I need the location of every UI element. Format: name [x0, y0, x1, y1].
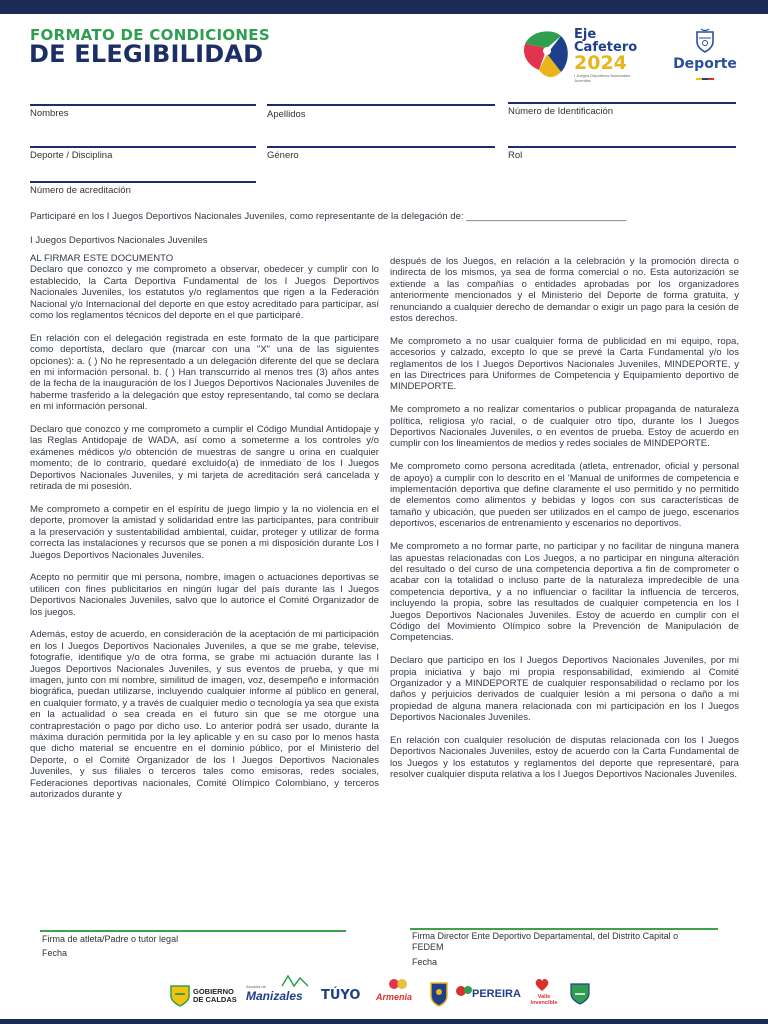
footer-logos: [168, 974, 598, 1016]
top-bar: [0, 0, 768, 14]
pereira-logo: [456, 974, 520, 1016]
tuyo-logo: [321, 974, 369, 1016]
manizales-logo-small: Alcaldía de: [246, 984, 266, 989]
delegation-statement: Participaré en los I Juegos Deportivos Nacionales Juveniles, como representante de la delegación de: ______________________________: [30, 211, 627, 222]
field-label: Apellidos: [267, 109, 306, 120]
left-paragraph: Acepto no permitir que mi persona, nombre, imagen o actuaciones deportivas se utilicen con fines publicitarios en ningún lugar del país durante las I Juegos Deportivos Nacionales Juveniles, salvo que lo autorice el Comité Organizador de los juegos.: [30, 572, 379, 618]
eje-cafetero-emblem-icon: [517, 26, 573, 82]
right-paragraph: Me comprometo a no formar parte, no participar y no facilitar de ninguna manera las apuestas relacionadas con Los Juegos, a no participar en ninguna alteración del resultado o del curso de una competencia deportiva a fin de comprometer o acabar con la totalidad o incluso parte de la naturaleza impredecible de una competencia deportiva, y a no influenciar o facilitar la influencia de terceros, incluyendo la propia, sobre las resultados de cualquier competencia en los I Juegos Deportivos Nacionales Juveniles. Estoy de acuerdo en cumplir con el Código del Movimiento Olímpico sobre la Prevención de Manipulación de Competencias.: [390, 541, 739, 644]
right-paragraph: En relación con cualquier resolución de disputas relacionada con los I Juegos Deportivos Nacionales Juveniles, estoy de acuerdo con la Carta Fundamental de los Juegos y los estatutos y reglamentos del deporte que representaré, para resolver cualquier disputa relativa a los I Juegos Deportivos Nacionales Juveniles.: [390, 734, 739, 781]
field-label: Nombres: [30, 108, 69, 119]
right-paragraph: Declaro que participo en los I Juegos Deportivos Nacionales Juveniles, por mi propia iniciativa y bajo mi propia responsabilidad, eximiendo al Comité Organizador y a MINDEPORTE de cualquier responsabilidad o reclamo por los daños y perjuicios derivados de cualquier lesión a mi persona o daño a mi propiedad de alguna manera relacionada con mi participación en los I Juegos Deportivos Nacionales Juveniles.: [390, 655, 739, 724]
armenia-logo-text: Armenia: [376, 992, 413, 1002]
field-label: Número de acreditación: [30, 185, 131, 196]
manizales-logo: [246, 974, 314, 1016]
left-paragraph: Declaro que conozco y me comprometo a cumplir el Código Mundial Antidopaje y las Reglas Antidopaje de WADA, así como a someterme a los controles y/o exámenes médicos y/o obtención de muestras de sangre u orina en cualquier momento; de lo contrario, quedaré excluido(a) de inmediato de los I Juegos Deportivos Nacionales Juveniles, y mi tarjeta de acreditación será cancelada y retirada de mi posesión.: [30, 424, 379, 493]
field-label: Rol: [508, 150, 523, 161]
field-line: [30, 181, 256, 183]
caldas-logo-line2: DE CALDAS: [193, 995, 237, 1004]
left-signature-label: Firma de atleta/Padre o tutor legal: [42, 934, 179, 944]
risaralda-shield-logo: [428, 974, 450, 1016]
field-label: Género: [267, 150, 299, 161]
bottom-bar: [0, 1019, 768, 1024]
tuyo-logo-text: TÚYO: [321, 988, 361, 1003]
field-nombres[interactable]: [30, 104, 256, 118]
field-numero-identificacion[interactable]: [508, 102, 736, 116]
heart-icon: [534, 978, 550, 992]
left-date-label: Fecha: [42, 948, 68, 958]
eje-logo-subtitle: I Juegos Deportivos Nacionales Juveniles: [574, 73, 631, 83]
right-signature-line[interactable]: [410, 928, 718, 930]
field-label: Deporte / Disciplina: [30, 150, 113, 161]
flag-stripe: [696, 78, 714, 80]
field-genero[interactable]: [267, 146, 495, 160]
right-paragraph: Me comprometo a no usar cualquier forma de publicidad en mi equipo, ropa, accesorios y calzado, excepto lo que se prevé la Carta Fundamental y/o los reglamentos de los I Juegos Deportivos Nacionales Juveniles, MINDEPORTE, y en las Directrices para Uniformes de Competencia y Equipamiento deportivo de MINDEPORTE.: [390, 335, 739, 393]
right-signature-label: Firma Director Ente Deportivo Departamental, del Distrito Capital o FEDEM: [412, 931, 679, 952]
field-numero-acreditacion[interactable]: [30, 181, 256, 195]
event-name: I Juegos Deportivos Nacionales Juveniles: [30, 235, 208, 246]
eje-logo-text: [574, 28, 637, 54]
caldas-shield-icon: [170, 984, 190, 1008]
field-rol[interactable]: [508, 146, 736, 160]
quindio-shield-logo: [568, 974, 592, 1016]
field-line: [30, 146, 256, 148]
right-date-label: Fecha: [412, 957, 438, 967]
left-paragraph: Además, estoy de acuerdo, en consideración de la aceptación de mi participación en los I Juegos Deportivos Nacionales Juveniles, a que se me grabe, televise, fotografíe, identifique y/o de otra forma, se grabe mi actuación durante las I Juegos Deportivos Nacionales Juveniles, y sus eventos de prueba, y que mi imagen, junto con mi nombre, similitud de imagen, voz, desempeño e información biográfica, puedan utilizarse, incluyendo cualquier informe al público en general, en cualquier formato, y a través de cualquier medio o tecnología ya sea que exista en la actualidad o sea creada en el futuro sin que se me otorgue una contraprestación o pago por dicho uso. Lo anterior podrá ser usado, durante la máxima duración permitida por la ley aplicable y en su caso por lo menos hasta que dicho material se encuentre en el dominio público, por el Ministerio del Deporte, o el Comité Organizador de los I Juegos Deportivos Nacionales Juveniles, y sus filiales o terceros tales como emisoras, redes sociales, Federaciones deportivas nacionales, Comité Olímpico Colombiano, y terceros autorizados durante y: [30, 629, 379, 801]
right-paragraph: Me comprometo a no realizar comentarios o publicar propaganda de naturaleza política, religiosa y/o racial, o de cualquier otro tipo, durante los I Juegos Deportivos Nacionales Juveniles, o en eventos de prueba. Estoy de acuerdo en cumplir con los lineamientos de medios y redes sociales de MINDEPORTE.: [390, 404, 739, 450]
manizales-logo-text: Manizales: [246, 989, 303, 1003]
left-paragraph: Declaro que conozco y me comprometo a observar, obedecer y cumplir con lo establecido, la Carta Deportiva Fundamental de los I Juegos Deportivos Nacionales Juveniles, los estatutos y/o reglamentos que rigen a la Federación Nacional y/o Internacional del deporte en que estoy acreditado para participar, así como los reglamentos técnicos del deporte en el que participaré.: [30, 264, 379, 322]
right-paragraph: después de los Juegos, en relación a la celebración y la promoción directa o indirecta de los mismos, ya sea de forma comercial o no. Esta autorización se extiende a las compañías o entidades aprobadas por los organizadores anteriormente mencionados y el Ministerio del Deporte de forma gratuita, y renunciando a cualquier derecho de demandar o exigir un pago para la cesión de estos derechos.: [390, 256, 739, 325]
left-signature-line[interactable]: [40, 930, 346, 932]
coat-of-arms-icon: [693, 28, 717, 54]
left-heading: AL FIRMAR ESTE DOCUMENTO: [30, 253, 174, 264]
eje-logo-year: 2024: [574, 52, 627, 74]
field-line: [267, 146, 495, 148]
pereira-logo-text: PEREIRA: [472, 988, 521, 1000]
valle-logo-line1: Valle: [537, 994, 551, 1000]
eje-logo-line2: Cafetero: [574, 40, 638, 55]
title-line-2: DE ELEGIBILIDAD: [29, 40, 264, 68]
caldas-logo: [168, 974, 238, 1016]
caldas-logo-line1: GOBIERNO: [193, 987, 234, 996]
armenia-mark-icon: [388, 976, 408, 992]
field-line: [508, 146, 736, 148]
field-line: [30, 104, 256, 106]
shield-icon: [570, 982, 590, 1006]
field-apellidos[interactable]: [267, 104, 495, 118]
field-deporte-disciplina[interactable]: [30, 146, 256, 160]
field-line: [267, 104, 495, 106]
shield-icon: [430, 980, 448, 1008]
title-line-1: FORMATO DE CONDICIONES: [30, 26, 270, 44]
valle-logo: [526, 974, 562, 1016]
eje-logo-line1: Eje: [574, 27, 597, 42]
field-label: Número de Identificación: [508, 106, 614, 117]
left-paragraph: En relación con el delegación registrada en este formato de la que participare como deportista, declaro que (marcar con una "X" una de las siguientes opciones): a. ( ) No he representado a un delegación diferente del que se declara en mi información personal. b. ( ) Han transcurrido al menos tres (3) años antes de la fecha de la inauguración de los I Juegos Deportivos Nacionales Juveniles de haberme trasferido a la delegación que estoy representando, tal como se declara en mi información personal.: [30, 332, 379, 413]
manizales-mark-icon: [280, 974, 310, 988]
right-paragraph: Me comprometo como persona acreditada (atleta, entrenador, oficial y personal de apoyo) a cumplir con lo descrito en el 'Manual de uniformes de competencia e implementación deportiva que define claramente el uso permitido y no permitido de elementos como alimentos y bebidas y logos con sus características de tamaño y ubicación, que pueden ser utilizados en el campo de juego, escenarios deportivos, escenarios de entrenamiento y escenarios no deportivos.: [390, 461, 739, 530]
right-column: [390, 256, 739, 792]
deporte-logo-text: Deporte: [673, 56, 737, 72]
valle-logo-line2: Invencible: [530, 1000, 558, 1006]
left-column: [30, 253, 379, 812]
deporte-logo: [670, 26, 740, 90]
eje-cafetero-logo: [517, 26, 657, 82]
armenia-logo: [376, 974, 420, 1016]
field-line: [508, 102, 736, 104]
left-paragraph: Me comprometo a competir en el espíritu de juego limpio y la no violencia en el deporte, promover la amistad y solidaridad entre las participantes, para contribuir a la preservación y sustentabilidad ambiental, cuidar, proteger y utilizar de forma correcta las instalaciones y recursos que se ponen a mi disposición durante Los I Juegos Deportivos Nacionales Juveniles.: [30, 503, 379, 561]
